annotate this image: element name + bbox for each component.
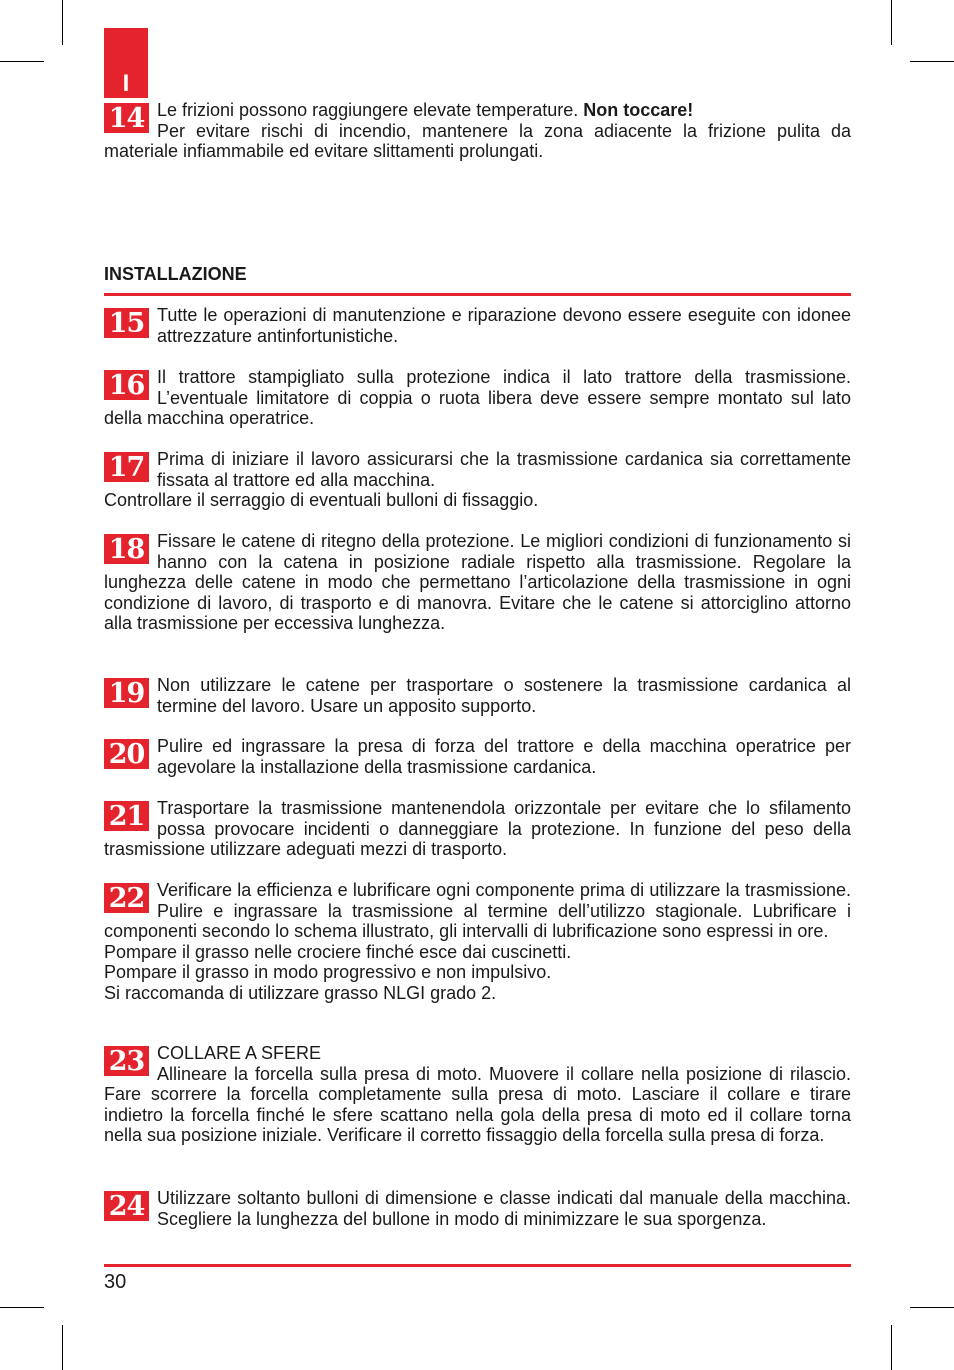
page-number: 30 bbox=[104, 1271, 127, 1293]
item-text: Tutte le operazioni di manutenzione e riparazione devono essere eseguite con idonee attrezzature antinfortunistiche. bbox=[157, 305, 851, 346]
item-text: COLLARE A SFERE bbox=[157, 1043, 322, 1063]
crop-mark bbox=[0, 61, 44, 62]
item-text: Si raccomanda di utilizzare grasso NLGI grado 2. bbox=[104, 982, 497, 1003]
item-text: Pompare il grasso in modo progressivo e non impulsivo. bbox=[104, 962, 552, 983]
item-text: Allineare la forcella sulla presa di moto. Muovere il collare nella posizione di rilascio. Fare scorrere la forcella completamente sulla presa di moto. Lasciare il collare e tirare indietro la forcella finché le sfere scattano nella gola della presa di moto ed il collare torna nella sua posizione iniziale. Verificare il corretto fissaggio della forcella sulla presa di forza. bbox=[104, 1063, 851, 1146]
crop-mark bbox=[891, 0, 892, 45]
item-number: 23 bbox=[104, 1046, 149, 1076]
item-number: 24 bbox=[104, 1191, 149, 1221]
safety-item-14 bbox=[104, 100, 851, 162]
item-text: Pulire ed ingrassare la presa di forza del trattore e della macchina operatrice per agevolare la installazione della trasmissione cardanica. bbox=[157, 736, 851, 777]
installation-item-24 bbox=[104, 1188, 851, 1229]
item-text: Per evitare rischi di incendio, mantenere la zona adiacente la frizione pulita da materiale infiammabile ed evitare slittamenti prolungati. bbox=[104, 120, 851, 162]
item-text: Pompare il grasso nelle crociere finché esce dai cuscinetti. bbox=[104, 941, 572, 962]
crop-mark bbox=[0, 1307, 44, 1308]
installation-item-23 bbox=[104, 1043, 851, 1146]
item-text: Trasportare la trasmissione mantenendola orizzontale per evitare che lo sfilamento possa provocare incidenti o danneggiare la protezione. In funzione del peso della trasmissione utilizzare adeguati mezzi di trasporto. bbox=[104, 798, 851, 860]
installation-item-16 bbox=[104, 367, 851, 429]
item-number: 19 bbox=[104, 678, 149, 708]
item-text: Le frizioni possono raggiungere elevate temperature. bbox=[157, 100, 584, 120]
installation-item-15 bbox=[104, 305, 851, 346]
installation-item-20 bbox=[104, 736, 851, 777]
installation-item-17 bbox=[104, 449, 851, 511]
item-number: 18 bbox=[104, 534, 149, 564]
item-text: Prima di iniziare il lavoro assicurarsi che la trasmissione cardanica sia correttamente fissata al trattore ed alla macchina. bbox=[157, 449, 851, 490]
installation-item-22 bbox=[104, 880, 851, 1004]
item-text: Fissare le catene di ritegno della protezione. Le migliori condizioni di funzionamento si hanno con la catena in posizione radiale rispetto alla trasmissione. Regolare la lunghezza delle catene in modo che permettano l’articolazione della trasmissione in ogni condizione di lavoro, di trasporto e di manovra. Evitare che le catene si attorciglino attorno alla trasmissione per eccessiva lunghezza. bbox=[104, 531, 851, 634]
item-number: 20 bbox=[104, 739, 149, 769]
item-number: 16 bbox=[104, 370, 149, 400]
item-number: 17 bbox=[104, 452, 149, 482]
item-text: Utilizzare soltanto bulloni di dimensione e classe indicati dal manuale della macchina. Scegliere la lunghezza del bullone in modo di minimizzare le sua sporgenza. bbox=[157, 1188, 851, 1229]
language-tab bbox=[104, 28, 148, 98]
footer-rule bbox=[104, 1264, 851, 1267]
installation-item-18 bbox=[104, 531, 851, 634]
crop-mark bbox=[891, 1325, 892, 1370]
crop-mark bbox=[910, 1307, 954, 1308]
installation-item-21 bbox=[104, 798, 851, 860]
item-number: 15 bbox=[104, 308, 149, 338]
item-number: 22 bbox=[104, 883, 149, 913]
crop-mark bbox=[62, 0, 63, 45]
item-text: Controllare il serraggio di eventuali bulloni di fissaggio. bbox=[104, 490, 539, 511]
item-text: Non utilizzare le catene per trasportare o sostenere la trasmissione cardanica al termine del lavoro. Usare un apposito supporto. bbox=[157, 675, 851, 716]
item-text: Verificare la efficienza e lubrificare ogni componente prima di utilizzare la trasmissione. Pulire e ingrassare la trasmissione al termine dell’utilizzo stagionale. Lubrificare i componenti secondo lo schema illustrato, gli intervalli di lubrificazione sono espressi in ore. bbox=[104, 880, 851, 942]
section-rule bbox=[104, 293, 851, 296]
crop-mark bbox=[910, 61, 954, 62]
item-warning: Non toccare! bbox=[583, 100, 694, 120]
item-text: Il trattore stampigliato sulla protezione indica il lato trattore della trasmissione. L’eventuale limitatore di coppia o ruota libera deve essere sempre montato sul lato della macchina operatrice. bbox=[104, 367, 851, 429]
crop-mark bbox=[62, 1325, 63, 1370]
section-heading: INSTALLAZIONE bbox=[104, 264, 247, 284]
item-number: 21 bbox=[104, 801, 149, 831]
item-number: 14 bbox=[104, 103, 149, 133]
language-tab-label: I bbox=[122, 70, 130, 97]
installation-item-19 bbox=[104, 675, 851, 716]
